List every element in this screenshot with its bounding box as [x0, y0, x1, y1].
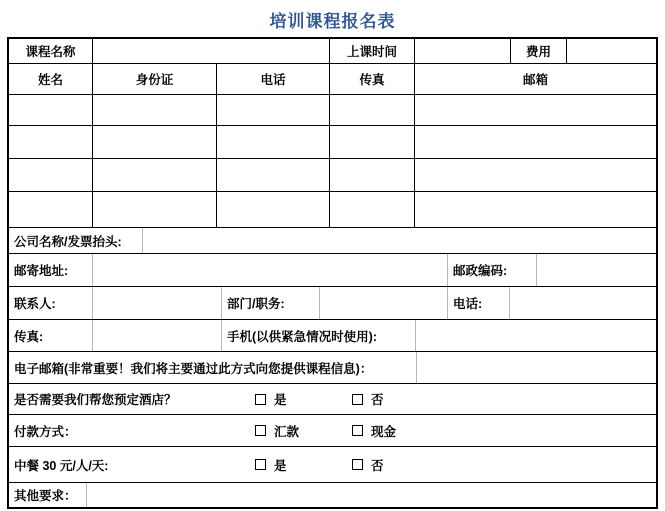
- postal-code-label: 邮政编码:: [448, 254, 537, 286]
- mailing-address-row: [9, 254, 656, 287]
- mobile-field[interactable]: [416, 320, 656, 351]
- other-requirements-label: 其他要求：: [9, 483, 87, 507]
- attendee-row: [9, 126, 656, 159]
- class-time-field[interactable]: [415, 39, 511, 63]
- hotel-yes-label: 是: [274, 393, 287, 407]
- lunch-yes-checkbox[interactable]: [255, 459, 266, 470]
- registration-form-table: [7, 37, 658, 509]
- payment-method-label: 付款方式：: [14, 424, 77, 439]
- contact-person-field[interactable]: [93, 287, 222, 319]
- mailing-address-field[interactable]: [93, 254, 448, 286]
- page-title: 培训课程报名表: [269, 12, 396, 31]
- lunch-label: 中餐 30 元/人/天:: [14, 458, 109, 473]
- hotel-yes-option: [255, 384, 352, 414]
- hotel-yes-checkbox[interactable]: [255, 394, 266, 405]
- company-title-field[interactable]: [143, 228, 656, 253]
- attendee-header-row: [9, 64, 656, 95]
- email-row: [9, 352, 656, 384]
- payment-remit-checkbox[interactable]: [255, 425, 266, 436]
- dept-position-field[interactable]: [320, 287, 448, 319]
- email-label: 电子邮箱(非常重要！我们将主要通过此方式向您提供课程信息)：: [9, 352, 417, 383]
- contact-phone-label: 电话:: [448, 287, 510, 319]
- lunch-yes-option: [255, 447, 352, 482]
- fee-label: 费用: [511, 39, 567, 63]
- hotel-no-checkbox[interactable]: [352, 394, 363, 405]
- attendee-cell[interactable]: [217, 95, 330, 125]
- attendee-header-phone: 电话: [217, 64, 330, 94]
- dept-position-label: 部门/职务:: [222, 287, 320, 319]
- attendee-header-id: 身份证: [93, 64, 217, 94]
- course-name-label: 课程名称: [9, 39, 93, 63]
- payment-remit-label: 汇款: [274, 424, 300, 439]
- fee-field[interactable]: [567, 39, 656, 63]
- contact-person-row: [9, 287, 656, 320]
- attendee-cell[interactable]: [415, 159, 656, 191]
- course-info-row: [9, 39, 656, 64]
- contact-phone-field[interactable]: [510, 287, 656, 319]
- other-requirements-row: [9, 483, 656, 507]
- other-requirements-field[interactable]: [87, 483, 656, 507]
- lunch-yes-label: 是: [274, 458, 287, 473]
- company-title-label: 公司名称/发票抬头:: [9, 228, 143, 253]
- fax-field[interactable]: [93, 320, 222, 351]
- attendee-header-fax: 传真: [330, 64, 415, 94]
- attendee-cell[interactable]: [217, 192, 330, 227]
- lunch-row: [9, 447, 656, 483]
- attendee-cell[interactable]: [9, 192, 93, 227]
- attendee-cell[interactable]: [93, 159, 217, 191]
- attendee-row: [9, 192, 656, 228]
- lunch-no-option: [352, 447, 656, 482]
- attendee-cell[interactable]: [9, 126, 93, 158]
- attendee-cell[interactable]: [330, 95, 415, 125]
- hotel-no-label: 否: [371, 393, 384, 407]
- attendee-cell[interactable]: [9, 95, 93, 125]
- lunch-no-checkbox[interactable]: [352, 459, 363, 470]
- course-name-field[interactable]: [93, 39, 330, 63]
- postal-code-field[interactable]: [537, 254, 656, 286]
- attendee-cell[interactable]: [93, 192, 217, 227]
- attendee-cell[interactable]: [330, 159, 415, 191]
- attendee-cell[interactable]: [415, 95, 656, 125]
- attendee-header-name: 姓名: [9, 64, 93, 94]
- attendee-cell[interactable]: [415, 126, 656, 158]
- hotel-booking-row: [9, 384, 656, 415]
- attendee-cell[interactable]: [93, 95, 217, 125]
- payment-cash-label: 现金: [371, 424, 397, 439]
- attendee-cell[interactable]: [217, 126, 330, 158]
- attendee-cell[interactable]: [93, 126, 217, 158]
- class-time-label: 上课时间: [330, 39, 415, 63]
- lunch-no-label: 否: [371, 458, 384, 473]
- hotel-no-option: [352, 384, 656, 414]
- fax-label: 传真:: [9, 320, 93, 351]
- contact-person-label: 联系人:: [9, 287, 93, 319]
- payment-remit-option: [255, 415, 352, 446]
- attendee-row: [9, 159, 656, 192]
- attendee-row: [9, 95, 656, 126]
- attendee-cell[interactable]: [330, 192, 415, 227]
- payment-method-row: [9, 415, 656, 447]
- attendee-cell[interactable]: [9, 159, 93, 191]
- mailing-address-label: 邮寄地址:: [9, 254, 93, 286]
- email-field[interactable]: [417, 352, 656, 383]
- attendee-cell[interactable]: [330, 126, 415, 158]
- attendee-cell[interactable]: [415, 192, 656, 227]
- mobile-label: 手机(以供紧急情况时使用):: [222, 320, 416, 351]
- attendee-cell[interactable]: [217, 159, 330, 191]
- company-title-row: [9, 228, 656, 254]
- payment-cash-checkbox[interactable]: [352, 425, 363, 436]
- hotel-question-label: 是否需要我们帮您预定酒店？: [14, 393, 177, 407]
- attendee-header-email: 邮箱: [522, 73, 548, 87]
- fax-mobile-row: [9, 320, 656, 352]
- payment-cash-option: [352, 415, 656, 446]
